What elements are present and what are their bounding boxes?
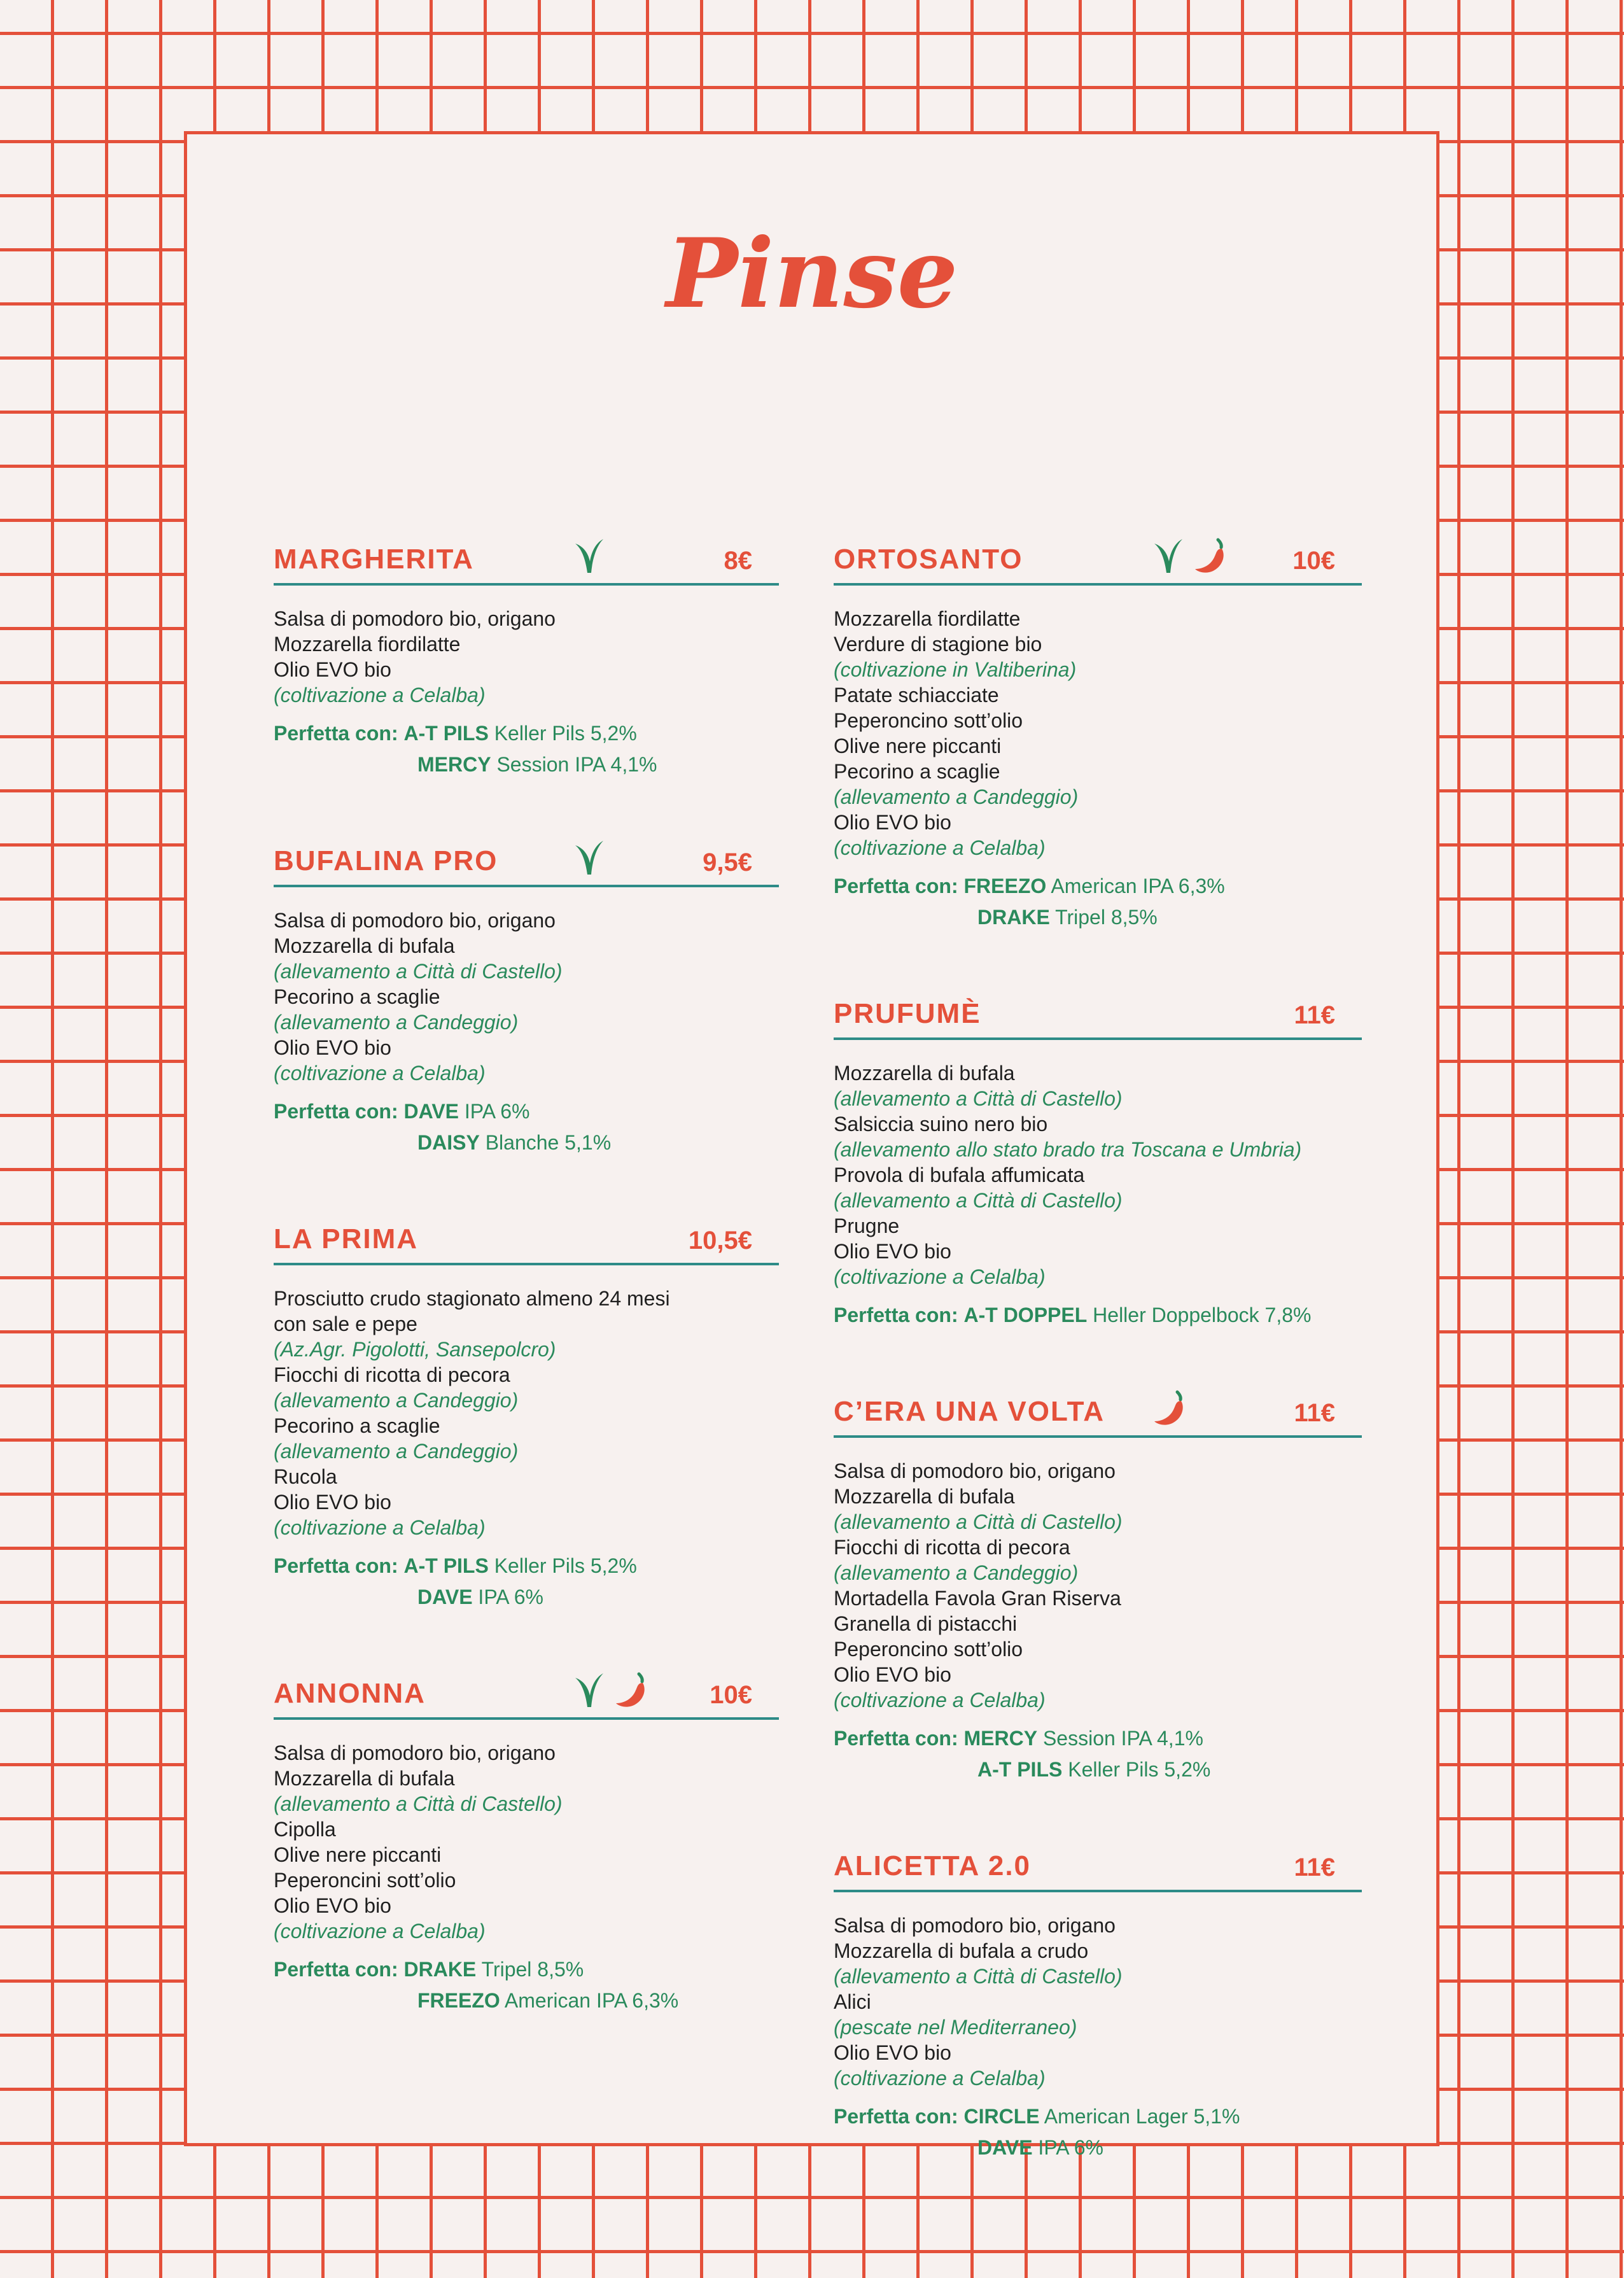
beer-pairing bbox=[834, 871, 1362, 933]
pairing-label: Perfetta con: bbox=[274, 1100, 398, 1123]
ingredient: Peperoncini sott’olio bbox=[274, 1869, 456, 1892]
ingredient-origin-note: (allevamento a Città di Castello) bbox=[274, 1792, 563, 1815]
ingredient: Granella di pistacchi bbox=[834, 1612, 1018, 1635]
ingredient: Pecorino a scaglie bbox=[834, 760, 1000, 783]
ingredient: Mozzarella di bufala a crudo bbox=[834, 1939, 1089, 1962]
ingredient-origin-note: (coltivazione a Celalba) bbox=[274, 1516, 486, 1539]
menu-item bbox=[834, 1835, 1362, 2163]
pairing-line bbox=[834, 1723, 1362, 1754]
pairing-line bbox=[274, 1550, 779, 1582]
ingredient-origin-note: (coltivazione a Celalba) bbox=[274, 1920, 486, 1943]
ingredient: Mozzarella di bufala bbox=[274, 1767, 455, 1790]
menu-item bbox=[274, 528, 779, 780]
leaf-icon bbox=[1152, 537, 1185, 575]
beer-name: DAVE bbox=[403, 1100, 459, 1123]
beer-name: DAVE bbox=[977, 2136, 1033, 2159]
beer-name: A-T DOPPEL bbox=[963, 1304, 1088, 1326]
ingredient-origin-note: (Az.Agr. Pigolotti, Sansepolcro) bbox=[274, 1338, 556, 1361]
ingredient-list bbox=[274, 1740, 779, 1944]
beer-style: American IPA 6,3% bbox=[504, 1989, 679, 2012]
menu-item-name: BUFALINA PRO bbox=[274, 845, 498, 876]
beer-name: MERCY bbox=[963, 1727, 1038, 1750]
menu-item-header bbox=[834, 983, 1362, 1040]
ingredient: Olio EVO bio bbox=[274, 658, 391, 681]
pairing-label: Perfetta con: bbox=[274, 1958, 398, 1981]
menu-item-name: PRUFUMÈ bbox=[834, 998, 981, 1029]
chili-icon bbox=[1193, 536, 1232, 575]
menu-item-header bbox=[274, 1208, 779, 1265]
menu-item-icons bbox=[1152, 1388, 1191, 1428]
menu-item bbox=[834, 528, 1362, 933]
pairing-line bbox=[834, 2101, 1362, 2132]
beer-style: Tripel 8,5% bbox=[1055, 906, 1158, 929]
beer-name: A-T PILS bbox=[403, 1554, 489, 1577]
beer-style: Keller Pils 5,2% bbox=[494, 1554, 637, 1577]
chili-icon bbox=[613, 1670, 653, 1710]
beer-pairing bbox=[834, 1723, 1362, 1785]
pairing-line bbox=[834, 902, 1362, 933]
ingredient: Mozzarella di bufala bbox=[834, 1485, 1015, 1508]
menu-item-price: 11€ bbox=[1294, 1399, 1335, 1427]
ingredient: Mozzarella di bufala bbox=[834, 1062, 1015, 1085]
beer-pairing bbox=[274, 1550, 779, 1613]
menu-item-price: 10€ bbox=[710, 1681, 752, 1709]
pairing-line bbox=[274, 718, 779, 749]
ingredient: Prugne bbox=[834, 1214, 900, 1237]
ingredient: Mortadella Favola Gran Riserva bbox=[834, 1587, 1121, 1610]
pairing-label: Perfetta con: bbox=[834, 2105, 958, 2128]
ingredient: Peperoncino sott’olio bbox=[834, 709, 1023, 732]
ingredient: Pecorino a scaglie bbox=[274, 985, 440, 1008]
ingredient-origin-note: (allevamento a Candeggio) bbox=[274, 1011, 519, 1034]
beer-pairing bbox=[274, 1096, 779, 1158]
menu-item bbox=[274, 1208, 779, 1613]
ingredient-origin-note: (allevamento a Candeggio) bbox=[274, 1389, 519, 1412]
ingredient: Salsa di pomodoro bio, origano bbox=[274, 1741, 556, 1764]
ingredient-origin-note: (coltivazione a Celalba) bbox=[834, 836, 1046, 859]
ingredient: Rucola bbox=[274, 1465, 337, 1488]
ingredient: Mozzarella di bufala bbox=[274, 934, 455, 957]
ingredient: Mozzarella fiordilatte bbox=[274, 633, 461, 656]
menu-column-left bbox=[274, 528, 779, 2066]
menu-item bbox=[834, 983, 1362, 1331]
beer-style: Blanche 5,1% bbox=[485, 1131, 612, 1154]
menu-item-name: LA PRIMA bbox=[274, 1223, 419, 1255]
menu-item-header bbox=[274, 528, 779, 586]
ingredient: Salsiccia suino nero bio bbox=[834, 1113, 1048, 1135]
beer-style: IPA 6% bbox=[478, 1585, 543, 1608]
ingredient: Olive nere piccanti bbox=[274, 1843, 442, 1866]
ingredient-origin-note: (coltivazione a Celalba) bbox=[834, 2067, 1046, 2090]
ingredient-origin-note: (allevamento a Candeggio) bbox=[834, 1561, 1079, 1584]
beer-pairing bbox=[274, 1954, 779, 2016]
ingredient: Olio EVO bio bbox=[274, 1894, 391, 1917]
ingredient-origin-note: (allevamento a Candeggio) bbox=[274, 1440, 519, 1463]
beer-style: IPA 6% bbox=[464, 1100, 530, 1123]
pairing-label: Perfetta con: bbox=[834, 875, 958, 897]
ingredient-origin-note: (allevamento a Città di Castello) bbox=[274, 960, 563, 983]
menu-item-price: 8€ bbox=[724, 547, 752, 575]
beer-name: A-T PILS bbox=[977, 1758, 1063, 1781]
leaf-icon bbox=[573, 1671, 606, 1710]
ingredient: Cipolla bbox=[274, 1818, 336, 1841]
beer-pairing bbox=[834, 2101, 1362, 2163]
ingredient: Alici bbox=[834, 1990, 871, 2013]
ingredient: Mozzarella fiordilatte bbox=[834, 607, 1021, 630]
beer-name: FREEZO bbox=[963, 875, 1047, 897]
ingredient: Fiocchi di ricotta di pecora bbox=[834, 1536, 1070, 1559]
menu-item-icons bbox=[1152, 536, 1232, 575]
menu-item-price: 10,5€ bbox=[688, 1227, 752, 1255]
beer-name: DAISY bbox=[417, 1131, 480, 1154]
menu-item-name: ORTOSANTO bbox=[834, 544, 1023, 575]
leaf-icon bbox=[573, 537, 606, 575]
pairing-line bbox=[834, 1300, 1362, 1331]
beer-style: American IPA 6,3% bbox=[1051, 875, 1225, 897]
menu-item-name: C’ERA UNA VOLTA bbox=[834, 1396, 1105, 1427]
ingredient-origin-note: (coltivazione a Celalba) bbox=[834, 1265, 1046, 1288]
beer-style: Session IPA 4,1% bbox=[1042, 1727, 1203, 1750]
chili-icon bbox=[1152, 1388, 1191, 1428]
ingredient-origin-note: (allevamento a Città di Castello) bbox=[834, 1087, 1123, 1110]
ingredient-origin-note: (coltivazione a Celalba) bbox=[274, 1062, 486, 1085]
beer-name: DRAKE bbox=[977, 906, 1050, 929]
menu-item-price: 11€ bbox=[1294, 1853, 1335, 1881]
ingredient-list bbox=[274, 1286, 779, 1540]
ingredient-origin-note: (allevamento a Città di Castello) bbox=[834, 1965, 1123, 1988]
ingredient: Salsa di pomodoro bio, origano bbox=[834, 1914, 1116, 1937]
ingredient-origin-note: (allevamento a Candeggio) bbox=[834, 785, 1079, 808]
ingredient-list bbox=[834, 1458, 1362, 1713]
menu-item-icons bbox=[573, 537, 606, 575]
page-title: Pinse bbox=[666, 218, 958, 330]
ingredient: Patate schiacciate bbox=[834, 684, 999, 707]
ingredient-origin-note: (coltivazione a Celalba) bbox=[274, 684, 486, 707]
menu-item-price: 11€ bbox=[1294, 1001, 1335, 1029]
beer-pairing bbox=[834, 1300, 1362, 1331]
ingredient-list bbox=[834, 1060, 1362, 1290]
pairing-line bbox=[834, 2132, 1362, 2163]
menu-item-icons bbox=[573, 839, 606, 877]
ingredient-list bbox=[274, 606, 779, 708]
ingredient: con sale e pepe bbox=[274, 1312, 417, 1335]
ingredient-origin-note: (coltivazione a Celalba) bbox=[834, 1689, 1046, 1712]
ingredient: Fiocchi di ricotta di pecora bbox=[274, 1363, 510, 1386]
beer-pairing bbox=[274, 718, 779, 780]
menu-item-name: MARGHERITA bbox=[274, 544, 474, 575]
pairing-line bbox=[274, 1582, 779, 1613]
leaf-icon bbox=[573, 839, 606, 877]
ingredient: Olio EVO bio bbox=[834, 811, 951, 834]
ingredient: Olio EVO bio bbox=[834, 2041, 951, 2064]
menu-item-name: ALICETTA 2.0 bbox=[834, 1850, 1032, 1881]
beer-name: MERCY bbox=[417, 753, 491, 776]
beer-name: CIRCLE bbox=[963, 2105, 1040, 2128]
beer-name: FREEZO bbox=[417, 1989, 500, 2012]
beer-style: American Lager 5,1% bbox=[1044, 2105, 1240, 2128]
menu-item-header bbox=[834, 1381, 1362, 1438]
ingredient: Prosciutto crudo stagionato almeno 24 mesi bbox=[274, 1287, 670, 1310]
ingredient-list bbox=[834, 606, 1362, 861]
pairing-line bbox=[274, 1096, 779, 1127]
ingredient-list bbox=[274, 908, 779, 1086]
beer-style: Keller Pils 5,2% bbox=[1068, 1758, 1211, 1781]
pairing-line bbox=[274, 1954, 779, 1985]
beer-style: Heller Doppelbock 7,8% bbox=[1093, 1304, 1312, 1326]
ingredient: Salsa di pomodoro bio, origano bbox=[834, 1459, 1116, 1482]
menu-item-header bbox=[834, 1835, 1362, 1892]
ingredient: Peperoncino sott’olio bbox=[834, 1638, 1023, 1661]
ingredient: Olio EVO bio bbox=[274, 1491, 391, 1514]
pairing-label: Perfetta con: bbox=[274, 722, 398, 745]
menu-item bbox=[834, 1381, 1362, 1785]
pairing-line bbox=[274, 1127, 779, 1158]
ingredient-origin-note: (allevamento a Città di Castello) bbox=[834, 1510, 1123, 1533]
pairing-line bbox=[834, 1754, 1362, 1785]
menu-item-header bbox=[274, 830, 779, 887]
ingredient-origin-note: (coltivazione in Valtiberina) bbox=[834, 658, 1077, 681]
ingredient-origin-note: (allevamento allo stato brado tra Toscana e Umbria) bbox=[834, 1138, 1302, 1161]
ingredient: Salsa di pomodoro bio, origano bbox=[274, 607, 556, 630]
menu-item-name: ANNONNA bbox=[274, 1678, 426, 1709]
menu-column-right bbox=[834, 528, 1362, 2213]
ingredient-origin-note: (pescate nel Mediterraneo) bbox=[834, 2016, 1077, 2039]
pairing-label: Perfetta con: bbox=[834, 1727, 958, 1750]
ingredient-origin-note: (allevamento a Città di Castello) bbox=[834, 1189, 1123, 1212]
beer-name: DRAKE bbox=[403, 1958, 477, 1981]
menu-item-header bbox=[834, 528, 1362, 586]
pairing-label: Perfetta con: bbox=[274, 1554, 398, 1577]
ingredient: Pecorino a scaglie bbox=[274, 1414, 440, 1437]
ingredient-list bbox=[834, 1913, 1362, 2091]
ingredient: Verdure di stagione bio bbox=[834, 633, 1042, 656]
menu-item-price: 9,5€ bbox=[703, 848, 752, 876]
ingredient: Provola di bufala affumicata bbox=[834, 1164, 1085, 1186]
menu-item bbox=[274, 1663, 779, 2016]
pairing-label: Perfetta con: bbox=[834, 1304, 958, 1326]
ingredient: Olio EVO bio bbox=[274, 1036, 391, 1059]
beer-style: IPA 6% bbox=[1038, 2136, 1103, 2159]
pairing-line bbox=[274, 1985, 779, 2016]
beer-name: A-T PILS bbox=[403, 722, 489, 745]
beer-style: Keller Pils 5,2% bbox=[494, 722, 637, 745]
ingredient: Salsa di pomodoro bio, origano bbox=[274, 909, 556, 932]
beer-style: Session IPA 4,1% bbox=[496, 753, 657, 776]
ingredient: Olio EVO bio bbox=[834, 1240, 951, 1263]
menu-item-icons bbox=[573, 1670, 653, 1710]
beer-name: DAVE bbox=[417, 1585, 473, 1608]
menu-item-header bbox=[274, 1663, 779, 1720]
pairing-line bbox=[274, 749, 779, 780]
menu-item-price: 10€ bbox=[1292, 547, 1335, 575]
beer-style: Tripel 8,5% bbox=[481, 1958, 584, 1981]
ingredient: Olio EVO bio bbox=[834, 1663, 951, 1686]
pairing-line bbox=[834, 871, 1362, 902]
menu-item bbox=[274, 830, 779, 1158]
ingredient: Olive nere piccanti bbox=[834, 735, 1002, 757]
